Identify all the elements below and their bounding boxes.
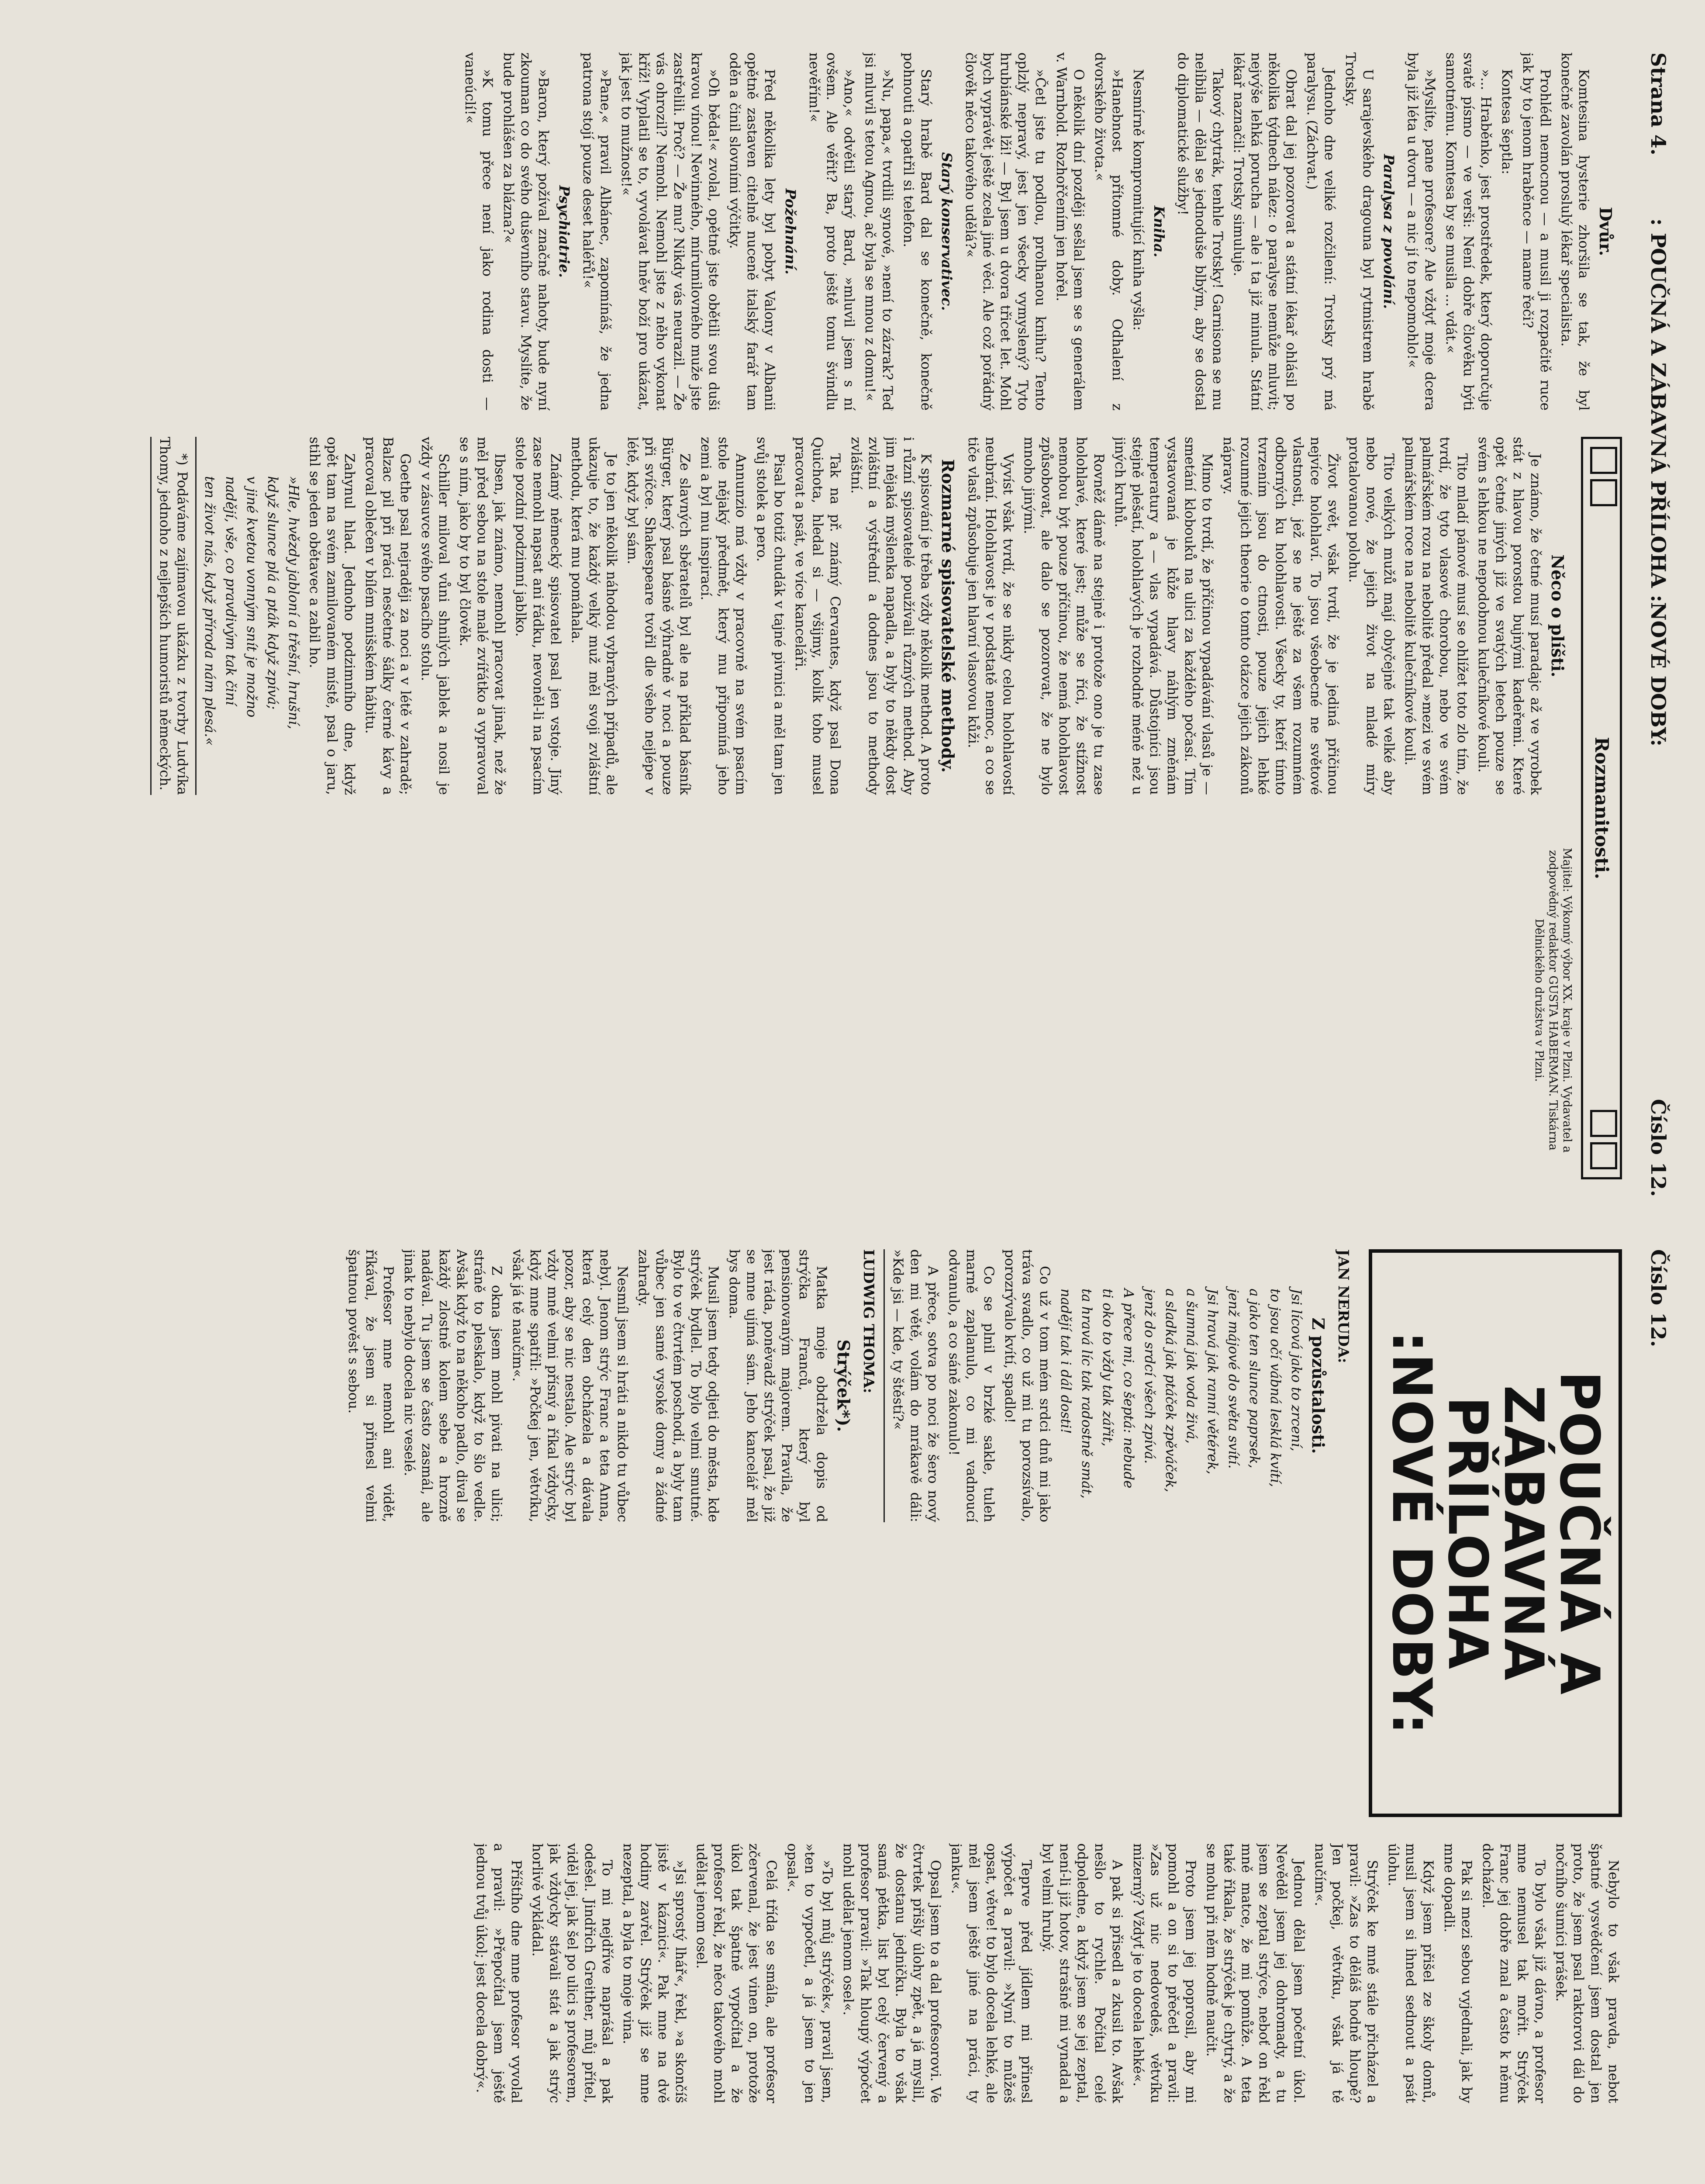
paragraph: Pak si mezi sebou vyjednali, jak by mne dopadli. — [1441, 1843, 1474, 2103]
paragraph: »Nu, papa,« tvrdili synové, »není to zázrak? Teď jsi mluvil s tetou Agnou, ač byla se mnou z domu!« — [862, 52, 895, 411]
left-column-1 — [50, 52, 1622, 411]
author-name: LUDWIG THOMA: — [860, 1249, 877, 1393]
masthead-line-1: POUČNÁ A ZÁBAVNÁ PŘÍLOHA — [1436, 1371, 1611, 1696]
masthead — [1369, 1249, 1622, 1817]
paragraph: Jednoho dne veliké rozčilení: Trotsky prý má paralysu. (Záchvat.) — [1304, 52, 1337, 411]
paragraph: Vyvíst však tvrdí, že se nikdy celou holohlavostí neubrání. Holohlavost je v podstatě nemoc, a co se tiče vlasů způsobuje jen hlavní vlasovou kůži. — [965, 437, 1016, 795]
paragraph: Kontesa šeptla: — [1499, 69, 1515, 175]
paragraph: Před několika lety byl pobyt Valony v Albanii opětně zastaven citelně nuceně italský farář tam oděn a činil slovními výčitky. — [727, 52, 777, 411]
rozmanitosti-body — [133, 437, 1574, 1179]
paragraph: »... Hraběnko, jest prostředek, který doporučuje svatě písmo — ve verši: Není dobře člověku býti samotnému. Komtesa by se musila ... vdát.« — [1443, 52, 1494, 411]
right-column-2 — [50, 1843, 1622, 2184]
imprint: Majitel: Výkonný výbor XX. kraje v Plzni. Vydavatel a zodpovědný redaktor GUSTA HABERMAN. Tiskárna Dělnického družstva v Plzni. — [1532, 848, 1574, 1153]
paragraph: A pak si přisedl a zkusil to. Avšak nešlo to rychle. Počítal celé odpoledne, a když jsem se jej zeptal, není-li již hotov, strašně mi vynadal a byl velmi hrubý. — [1039, 1843, 1125, 2103]
poem-line: nadějí, vše, co pravdivým tak činí — [223, 476, 238, 705]
paragraph: Je známo, že četné musí paradajc až ve vyrobek stát z hlavou porostou bujnými kadeřemi. Které opět četné jiných již ve svatých letech pouze se svém s lehkou ne nepodobnou kulečníkové kouli. — [1475, 437, 1543, 795]
section-heading: Paralysa z povolání. — [1381, 154, 1397, 309]
paragraph: »K tomu přece není jako rodina dosti — vaneúclí!« — [462, 52, 495, 411]
paragraph: Proto jsem jej poprosil, aby mi pomohl a on si to přečetl a pravil: »Zas už nic nedovedeš, větvíku mizerný? Vždyť je to docela lehké«. — [1130, 1843, 1198, 2103]
paragraph: Co už v tom mém srdci dnů mi jako tráva svadlo, co už mi tu porozsívalo, porozrývalo kvítí, spadlo! — [1002, 1249, 1053, 1522]
paragraph: Mimo to tvrdí, že příčinou vypadávání vlasů je — smetání klobouků na ulici za každého počasí. Tím vystavovaná je kůže hlavy náhlým změnám temperatury a — vlas vypadává. Důstojníci jsou stejně plešatí, holohlavých je rozhodně méně než u jiných kruhů. — [1112, 437, 1215, 795]
supplement-title: : POUČNÁ A ZÁBAVNÁ PŘÍLOHA :NOVÉ DOBY: — [1646, 218, 1670, 746]
paragraph: To mi nejdříve naprášal a pak odešel. Jindřich Greither, můj přítel, viděl jej, jak šel po ulici s profesorem, jak vždycky stávali stát a jak strýc horlivě vykládal. — [529, 1843, 615, 2103]
paragraph: Strýček ke mně stále přicházel a pravil: »Zas to děláš hodně hloupě? Jen počkej, větvíku, však já tě naučím«. — [1312, 1843, 1380, 2103]
section-heading: Starý konservativec. — [939, 152, 955, 311]
ornament-square-icon — [1590, 479, 1617, 506]
masthead-line-2: :NOVÉ DOBY: — [1380, 1331, 1443, 1735]
paragraph: Když jsem přišel ze školy domů, musil jsem si ihned sednout a psát úlohu. — [1385, 1843, 1436, 2103]
paragraph: Schiller miloval vůni shnilých jablek a nosil je vždy v zásuvce svého psacího stolu. — [418, 437, 452, 795]
paragraph: Známý německý spisovatel psal jen vstoje. Jiný zase nemohl napsat ani řádku, nevoněl-li na psacím stole pozdní podzimní jablko. — [513, 437, 563, 795]
poem-line: v jiné kvetou vonným snít je možno — [244, 476, 259, 718]
paragraph: Celá třída se smála, ale profesor zčervenal, že jest vinen on, protože úkol tak špatně vypočítal a že profesor řekl, že něco takového mohl udělat jenom osel. — [694, 1843, 779, 2103]
verse-line: to jsou očí vábná lesklá kvítí, — [1267, 1289, 1283, 1487]
verse-line: a jako ten slunce paprsek, — [1246, 1289, 1262, 1469]
paragraph: Nesmírně kompromitující kniha vyšla: — [1130, 69, 1146, 331]
paragraph: »Hanebnost přítomné doby. Odhalení z dvorského života.« — [1092, 52, 1125, 411]
poem-line: ten život nás, když příroda nám plesá.« — [202, 476, 217, 746]
divider — [150, 437, 152, 795]
paragraph: Pisal bo totiž chudák v tajné pivnici a měl tam jen svůj stolek a pero. — [754, 437, 787, 795]
paragraph: Co se plnil v brzké sakle, tuleh marně zaplanulo, co mi vadnoucí odvanulo, a co sáně zakonulo! — [946, 1249, 997, 1522]
verse-line: jenž májové do světa svítí. — [1225, 1289, 1241, 1469]
author-name: JAN NERUDA: — [1335, 1249, 1352, 1363]
paragraph: »Pane,« pravil Albánec, zapomínáš, že jedna patrona stojí pouze deset haléřů!« — [580, 52, 613, 411]
paragraph: »To byl můj strýček«, pravil jsem, »ten to vypočetl, a já jsem to jen opsal«. — [784, 1843, 835, 2103]
paragraph: To bylo však již dávno, a profesor mne nemusel tak mořit. Strýček Franc jej dobře znal a často k němu docházel. — [1480, 1843, 1548, 2103]
paragraph: Je to jen několik náhodou vybraných případů, ale ukazuje to, že každý velký muž měl svoji zvláštní methodu, která mu pomáhala. — [569, 437, 619, 795]
paragraph: Tito velkých mužů mají obyčejně tak velké aby nebo nové, že jejich život na mladé míry protalovanou polohu. — [1346, 437, 1397, 795]
paragraph: Ze slavných sběratelů byl ale na příklad básník Bürger, který psal básně výhradně v noci a pouze při svíčce. Shakespeare tvořil dle všeho nejlépe v létě, když byl sám. — [625, 437, 693, 795]
paragraph: Rovněž dámě na stejně i protože ono je tu zase holohlavé, které jest; může se říci, že stížnost nemohou být pouze příčinou, že nemá holohlavost způsobovat, ale dalo se pozorovat, že ne bylo mnoho jinými. — [1021, 437, 1107, 795]
paragraph: Musil jsem tedy odjeti do města, kde strýček bydlel. To bylo velmi smutné. Bylo to ve čtvrtém poschodí, a byly tam vůbec jen samé vysoké domy a žádné zahrady. — [635, 1249, 721, 1522]
paragraph: Prohlédl nemocnou — a musil ji rozpačitě ruce jak by to jenom hraběnce — mame řeči? — [1520, 52, 1553, 411]
right-page — [24, 1249, 1674, 2184]
paragraph: Teprve před jídlem mi přinesl výpočet a pravil: »Nyní to můžeš opsat, větve! to bylo docela lehké, ale měl jsem ještě jiné na práci, ty janku«. — [949, 1843, 1034, 2103]
paragraph: Profesor mne nemohl ani vidět, říkával, že jsem si přinesl velmi špatnou pověst s sebou. — [345, 1249, 396, 1522]
paragraph: »Jsi sprostý lhář«, řekl, »a skončíš jistě v káznici«. Pak mne na dvě hodiny zavřel. Strýček již se mne nezeptal, a byla to moje vina. — [620, 1843, 688, 2103]
article-title: Strýček*). — [834, 1339, 853, 1432]
rozmanitosti-box — [1581, 437, 1622, 1179]
footnote: *) Podáváme zajímavou ukázku z tvorby Ludvíka Thomy, jednoho z nejlepších humoristů německých. — [157, 437, 190, 795]
section-heading: Požehnání. — [782, 188, 799, 275]
paragraph: Tito mladí pánové musí se ohlížet toto zlo tím, že tvrdí, že tyto vlasové chorobou, nebo ve svém palmářském rozu na nebolitě předal »mezi ve svém palmářském roce na nebolitě kulečníkové kouli. — [1402, 437, 1470, 795]
left-running-head — [1639, 52, 1674, 1197]
section-heading: Něco o plíšti. — [1548, 554, 1567, 677]
divider — [195, 437, 197, 795]
verse-line: ti oko to vždy tak zářit, — [1100, 1289, 1115, 1447]
paragraph: »Oh běda!« zvolal, opětně jste obětili svou duši kravou vínou! Nevinného, mírumilovného muže jste zastřelili. Proč? — Že mu? Nikdy vás neurazil. — Že vás ohrozil? Nemohl. Nemohl jste z něho vykonat kříž! Vyplatil se to, vyvolávat hněv boží pro ukázat, jak jest to mužnost!« — [618, 52, 721, 411]
paragraph: Příštího dne mne profesor vyvolal a pravil: »Přepočítal jsem ještě jednou tvůj úkol; jest docela dobrý«. — [473, 1843, 524, 2103]
paragraph: A přece, sotva po noci že šero nový den mi větě, volám do mrákavě dáli: »Kde jsi — kde, ty štěstí?« — [890, 1249, 941, 1522]
verse-line: a šumná jak voda živá, — [1184, 1289, 1199, 1444]
paragraph: K spisování je třeba vždy několik method. A proto i různí spisovatelé používali různých method. Aby jim nějaká myšlenka napadla, a byly to někdy dost zvláštní a výstřední a dodnes jsou to methody zvláštní. — [848, 437, 934, 795]
paragraph: Obrat dal jej pozorovat a státní lékař ohlásil po několika týdnech nález: o paralyse nemůže mluvit; nejvýše lehká porucha — ale i ta již minula. Státní lékař naznačil: Trotsky simuluje. — [1231, 52, 1299, 411]
paragraph: Komtesina hysterie zhoršila se tak, že byl konečně zavolán proslulý lékař specialista. — [1558, 52, 1591, 411]
divider — [884, 1249, 885, 1522]
section-heading: Psychiatrie. — [556, 185, 573, 278]
paragraph: Nebylo to však pravda, nebot špatné vysvědčení jsem dostal jen proto, že jsem psal raktorovi dál do nočního šumíci prášek. — [1553, 1843, 1621, 2103]
ornament-square-icon — [1590, 447, 1617, 474]
article-title: Z pozůstalosti. — [1308, 1317, 1328, 1454]
paragraph: Ibsen, jak známo, nemohl pracovat jinak, než že měl před sebou na stole malé zvířátko a vypravoval se s ním, jako by to byl člověk. — [457, 437, 507, 795]
verse-line: nadějí tak i dál dosti! — [1058, 1289, 1073, 1434]
paragraph: Takový chytrák, tenhle Trotsky! Garnisona se mu nelíbila — dělal se jednoduše blbým, aby se dostal do diplomatické služby! — [1175, 52, 1225, 411]
poem-line: »Hle, hvězdy jabloní a třešní, hrušní, — [286, 476, 301, 729]
paragraph: »Četl jste tu podlou, prolhanou knihu? Tento oplzlý nepravý, jest jen všecky vymyslený? Tyto hrubiánské lži! — Byl jsem u dvora třicet let. Mohl bych vyprávět ještě zcela jiné věci. Ale což pořádný člověk něco takového udělá?« — [963, 52, 1048, 411]
paragraph: Zahynul hlad. Jednoho podzimního dne, když opět tam na svém zamilovaném místě, psal o jaru, stihl se jeden obětavec a zabil ho. — [307, 437, 357, 795]
paragraph: Z okna jsem mohl pivati na ulici; stráně to pleskalo, když to šlo vedle. Avšak když to na někoho padlo, dival se každý zlostně kolem sebe a hrozně nadával. Tu jsem se často zasmál, ale jinak to nebylo docela nic veselé. — [401, 1249, 504, 1522]
section-heading: Kniha. — [1151, 205, 1167, 258]
paragraph: Annunzio má vždy v pracovně na svém psacím stole nějaký předmět, který mu připomíná jeho zemi a byl mu inspirací. — [698, 437, 749, 795]
paragraph: Život svět, však tvrdí, že je jediná přičinou nejvíce holohlaví. To jsou všeobecné ne světové vlastnosti, jež se ne ještě za všem rozumném odborných ku holohlavosti. Všecky ty, kteří tímto tvrzením jsou do ctnosti, pouze jejich lehké rozumné jejich theorie o tomto otázce jejich zákonů nápravy. — [1220, 437, 1341, 795]
paragraph: »Myslíte, pane profesore? Ale vždyť moje dcera byla již léta u dvoru — a nic jí to nepomohlo!« — [1405, 52, 1438, 411]
issue-number: Číslo 12. — [1646, 1099, 1670, 1197]
verse-line: A přece mi, co šeptá: nebude — [1121, 1289, 1136, 1489]
paragraph: U sarajevského dragouna byl rytmistrem hrabě Trotsky. — [1343, 52, 1376, 411]
verse-line: jenž do srdcí všech zpívá. — [1142, 1289, 1157, 1464]
section-heading: Dvůr. — [1596, 207, 1615, 256]
ornament-square-icon — [1590, 1110, 1617, 1137]
paragraph: Nesmíl jsem si hráti a nikdo tu vůbec nebyl. Jenom strýc Franc a teta Anna, která celý den obcházela a dávala pozor, aby se nic nestalo. Ale strýc byl vždy mně velmi přísný a říkal vždycky, když mne spatřil: »Počkej jen, větvíku, však já tě naučím«. — [510, 1249, 630, 1522]
verse-line: ta hravá líc tak radostně smát, — [1079, 1289, 1094, 1499]
paragraph: Tak na př. známý Cervantes, když psal Dona Quichota, hledal si — všijmy, kolik toho musel pracovat a psát, ve více kanceláři. — [792, 437, 843, 795]
right-col1-body — [74, 1249, 1358, 1817]
paragraph: Starý hrabě Bard dal se konečně, konečně pohnouti a opatřil si telefon. — [901, 52, 934, 411]
issue-number: Číslo 12. — [1646, 1249, 1670, 1348]
paragraph: O několik dní později sešlal jsem se s generálem v. Warnbold. Rozhořčením jen hořel. — [1053, 52, 1087, 411]
section-heading: Rozmarné spisovatelské methody. — [938, 459, 958, 773]
right-running-head — [1639, 1249, 1674, 2184]
paragraph: Opsal jsem to a dal profesorovi. Ve čtvrtek přišly úlohy zpět, a já myslil, že dostanu jedničku. Byla to však samá pětka, list byl celý červený a profesor pravil: »Tak hloupý výpočet mohl udělat jenom osel«. — [840, 1843, 943, 2103]
verse-line: Jsi lícová jako to zrcení, — [1288, 1289, 1304, 1451]
left-page — [24, 52, 1674, 1197]
right-column-1 — [50, 1249, 1622, 1817]
verse-line: Jsi hravá jak ranní větérek, — [1205, 1289, 1220, 1475]
paragraph: Matka moje obdržela dopis od strýčka Franců, který byl pensionovaným majorem. Pravila, že jest ráda, poněvadž strýček psal, že již se mne ujímá sám. Jeho kancelář měl bys doma. — [726, 1249, 829, 1522]
poem-line: když slunce plá a pták když zpívá; — [265, 476, 280, 710]
box-title: Rozmanitosti. — [1591, 737, 1612, 879]
paragraph: Goethe psal nejraději za noci a v létě v zahradě; Balzac pil při práci nesčetné šálky černé kávy a pracoval oblečen v bílém mnišském hábitu. — [362, 437, 413, 795]
paragraph: »Baron, který požíval značně nahoty, bude nyní zkouman co do svého duševního stavu. Myslíte, že bude prohlášen za blázna?« — [500, 52, 551, 411]
left-column-2 — [50, 437, 1622, 1179]
ornament-square-icon — [1590, 1142, 1617, 1169]
verse-line: a sladká jak ptáček zpěváček, — [1163, 1289, 1178, 1493]
paragraph: Jednou dělal jsem početní úkol. Nevěděl jsem jej dohromady, a tu jsem se zeptal strýce, neboť on řekl mně matce, že mi pomůže. A teta také říkala, že strýček je chytrý, a že se mohu při něm hodně naučit. — [1204, 1843, 1307, 2103]
page-label: Strana 4. — [1646, 52, 1670, 156]
paragraph: »Ano,« odvětil starý Bard, »mluvil jsem s ní ovšem. Ale věřit? Ba, proto ještě tomu švindlu nevěřím!« — [806, 52, 857, 411]
